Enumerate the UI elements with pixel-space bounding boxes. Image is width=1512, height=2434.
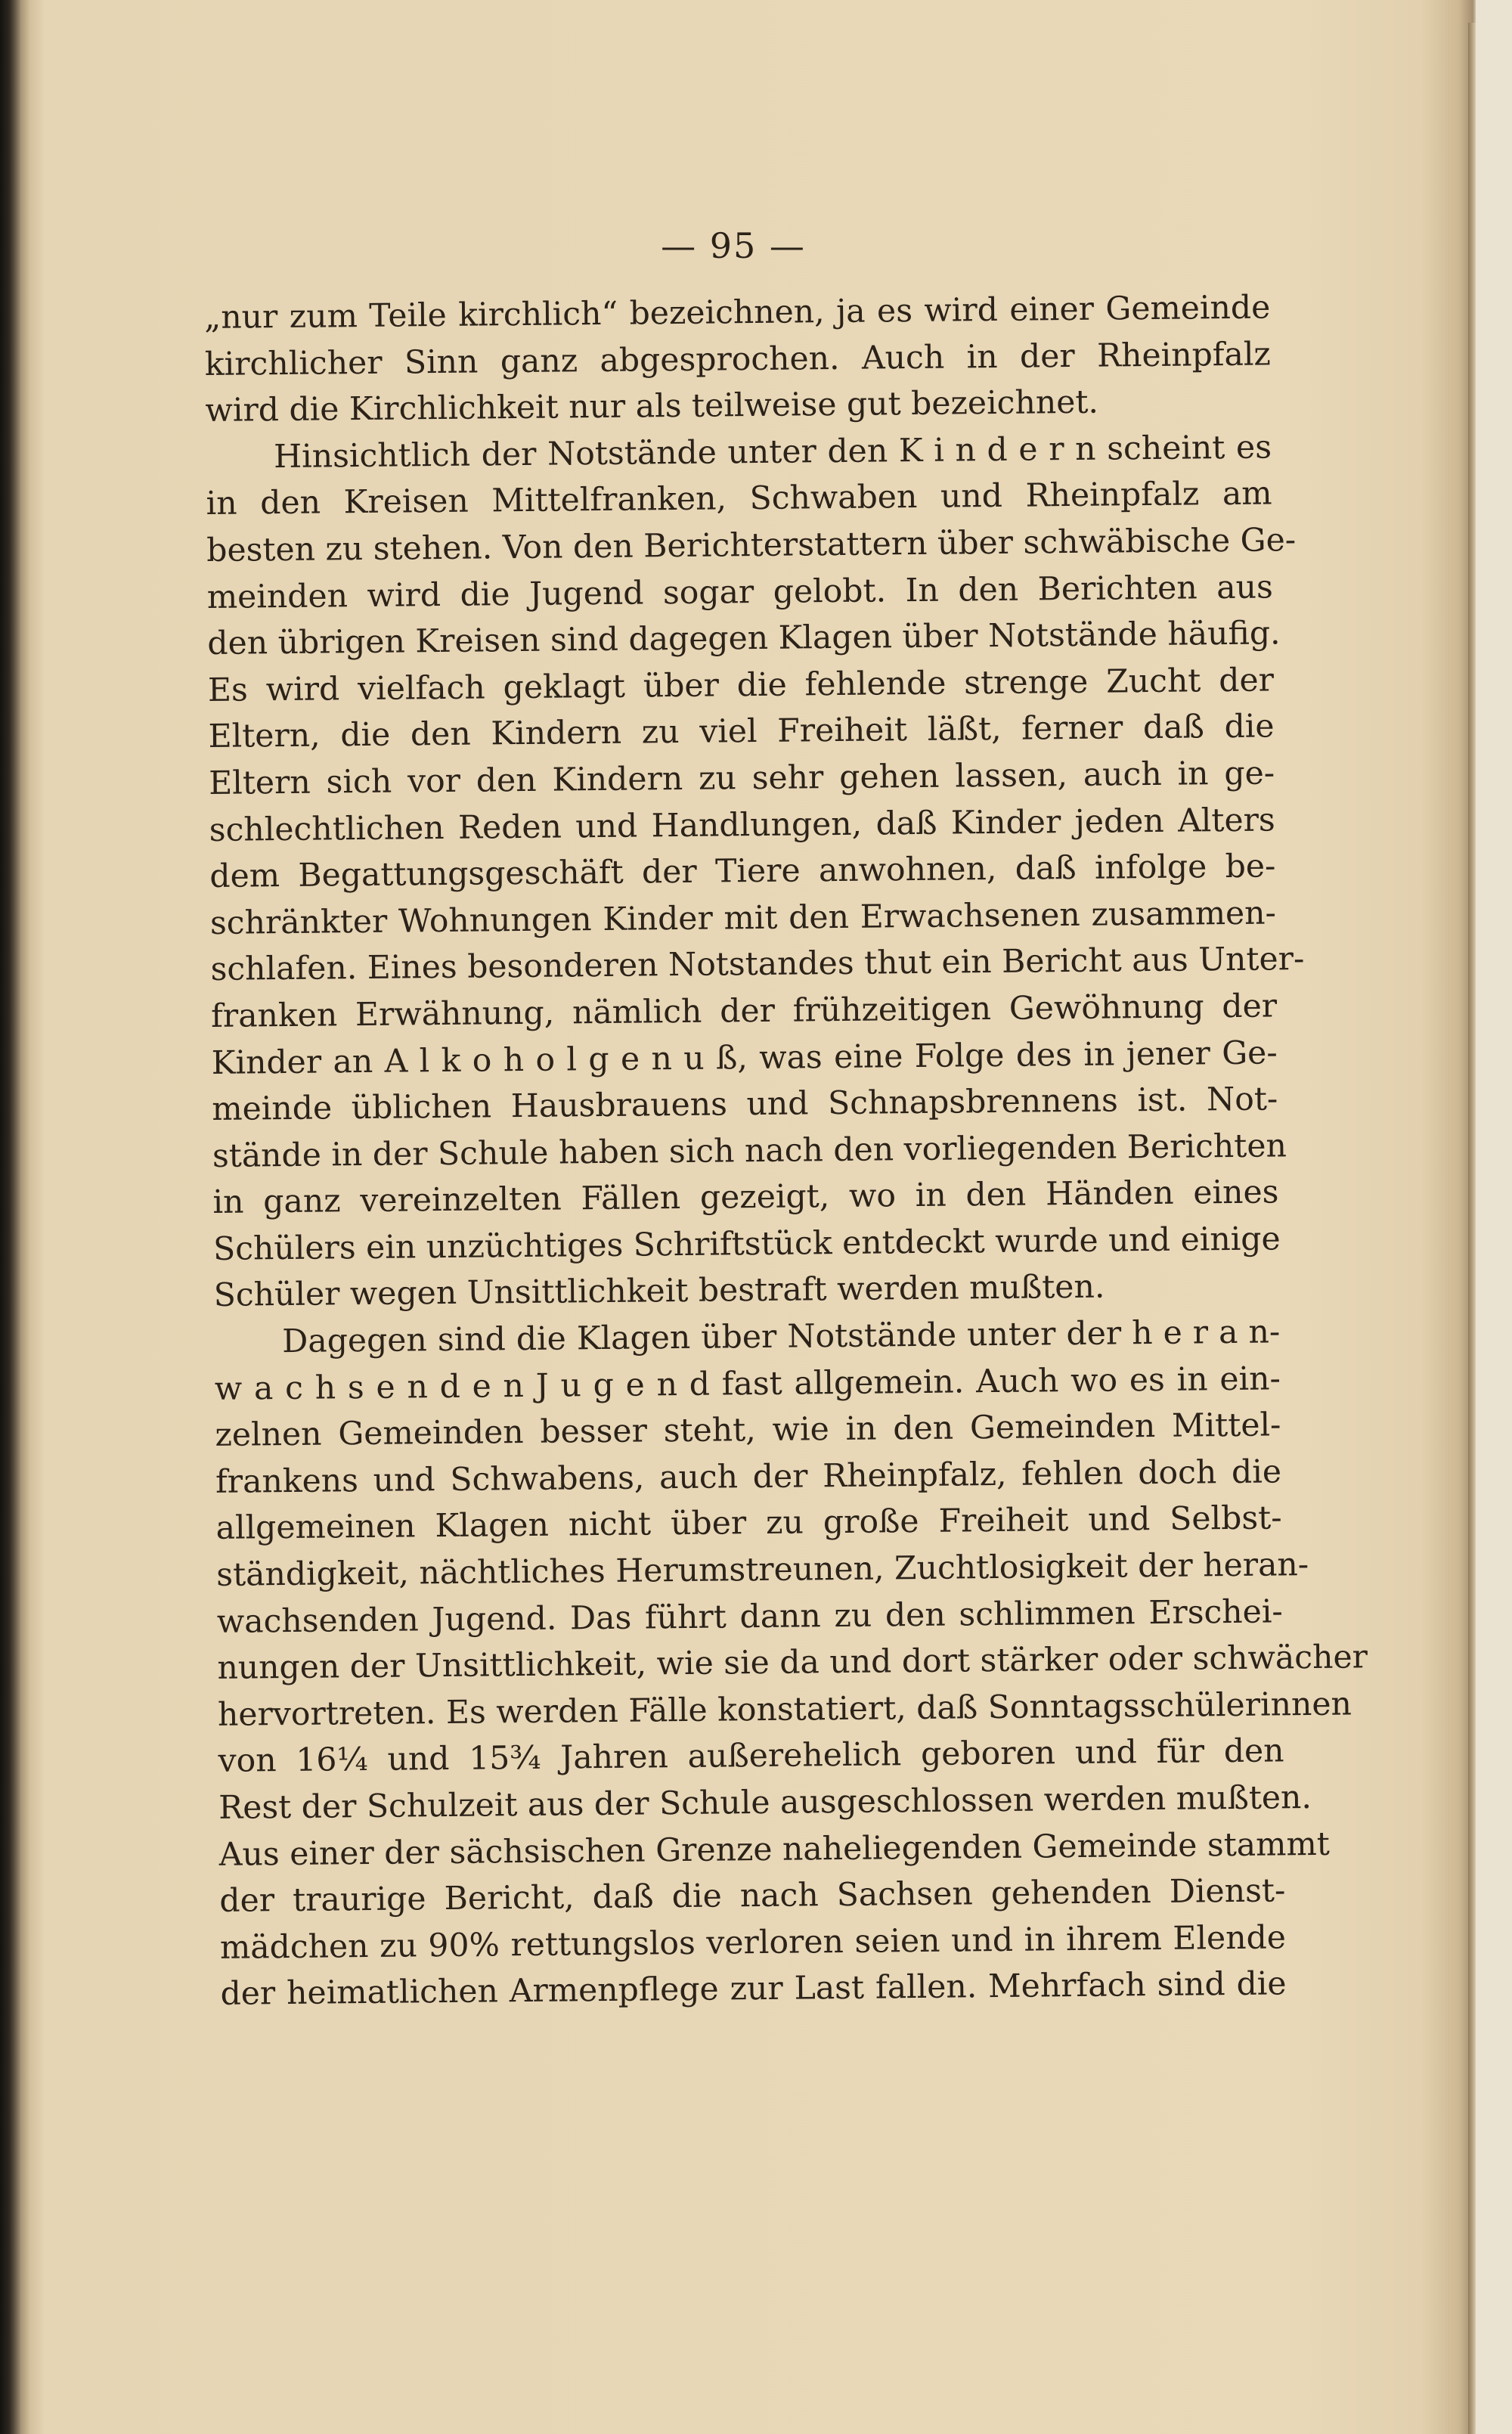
text-line: frankens und Schwabens, auch der Rheinpfalz, fehlen doch die [215,1453,1282,1501]
page-number: — 95 — [661,225,806,266]
text-line: mädchen zu 90% rettungslos verloren seien und in ihrem Elende [219,1919,1287,1967]
text-line: den übrigen Kreisen sind dagegen Klagen über Notstände häufig. [207,615,1281,663]
text-line: franken Erwähnung, nämlich der frühzeitigen Gewöhnung der [210,988,1278,1035]
text-line: Eltern sich vor den Kindern zu sehr gehen lassen, auch in ge- [208,755,1275,802]
text-line: nungen der Unsittlichkeit, wie sie da und dort stärker oder schwächer [217,1639,1368,1688]
text-line: besten zu stehen. Von den Berichterstattern über schwäbische Ge- [206,522,1297,569]
text-line: in ganz vereinzelten Fällen gezeigt, wo in den Händen eines [212,1174,1279,1222]
text-line: meinden wird die Jugend sogar gelobt. In den Berichten aus [206,569,1274,616]
text-line: kirchlicher Sinn ganz abgesprochen. Auch in der Rheinpfalz [204,336,1272,383]
facing-page-margin [1476,0,1512,2434]
text-line: Schüler wegen Unsittlichkeit bestraft werden mußten. [213,1269,1105,1315]
text-line: schränkter Wohnungen Kinder mit den Erwachsenen zusammen- [209,895,1277,942]
text-line: schlafen. Eines besonderen Notstandes thut ein Bericht aus Unter- [210,941,1305,989]
text-line: dem Begattungsgeschäft der Tiere anwohnen, daß infolge be- [209,848,1276,896]
text-line: der traurige Bericht, daß die nach Sachsen gehenden Dienst- [219,1872,1286,1921]
text-line: Es wird vielfach geklagt über die fehlende strenge Zucht der [207,662,1275,709]
text-line: stände in der Schule haben sich nach den vorliegenden Berichten [212,1127,1287,1175]
text-line: Eltern, die den Kindern zu viel Freiheit läßt, ferner daß die [208,708,1275,756]
binding-shadow [0,0,30,2434]
text-line: meinde üblichen Hausbrauens und Schnapsbrennens ist. Not- [212,1081,1278,1129]
text-line: Dagegen sind die Klagen über Notstände unter der h e r a n- [282,1313,1281,1361]
text-line: wachsenden Jugend. Das führt dann zu den schlimmen Erschei- [216,1593,1284,1641]
text-line: der heimatlichen Armenpflege zur Last fallen. Mehrfach sind die [220,1965,1287,2014]
text-line: zelnen Gemeinden besser steht, wie in den Gemeinden Mittel- [215,1406,1281,1455]
text-line: in den Kreisen Mittelfranken, Schwaben und Rheinpfalz am [206,475,1272,523]
text-line: allgemeinen Klagen nicht über zu große Freiheit und Selbst- [215,1499,1282,1548]
text-line: w a c h s e n d e n J u g e n d fast allgemein. Auch wo es in ein- [214,1360,1281,1408]
text-line: Rest der Schulzeit aus der Schule ausgeschlossen werden mußten. [218,1779,1312,1827]
page-edge [1468,23,1476,2434]
text-line: Aus einer der sächsischen Grenze naheliegenden Gemeinde stammt [218,1825,1331,1874]
text-line: Schülers ein unzüchtiges Schriftstück entdeckt wurde und einige [212,1220,1281,1268]
body-text [204,284,1368,2017]
text-line: „nur zum Teile kirchlich“ bezeichnen, ja es wird einer Gemeinde [204,289,1271,336]
text-line: wird die Kirchlichkeit nur als teilweise gut bezeichnet. [205,383,1099,430]
text-line: von 16¼ und 15¾ Jahren außerehelich geboren und für den [218,1732,1284,1781]
text-line: ständigkeit, nächtliches Herumstreunen, Zuchtlosigkeit der heran- [216,1546,1309,1594]
text-line: schlechtlichen Reden und Handlungen, daß Kinder jeden Alters [209,801,1275,849]
text-line: hervortreten. Es werden Fälle konstatiert, daß Sonntagsschülerinnen [217,1685,1352,1734]
text-line: Kinder an A l k o h o l g e n u ß, was eine Folge des in jener Ge- [211,1034,1278,1082]
text-line: Hinsichtlich der Notstände unter den K i n d e r n scheint es [273,429,1272,476]
